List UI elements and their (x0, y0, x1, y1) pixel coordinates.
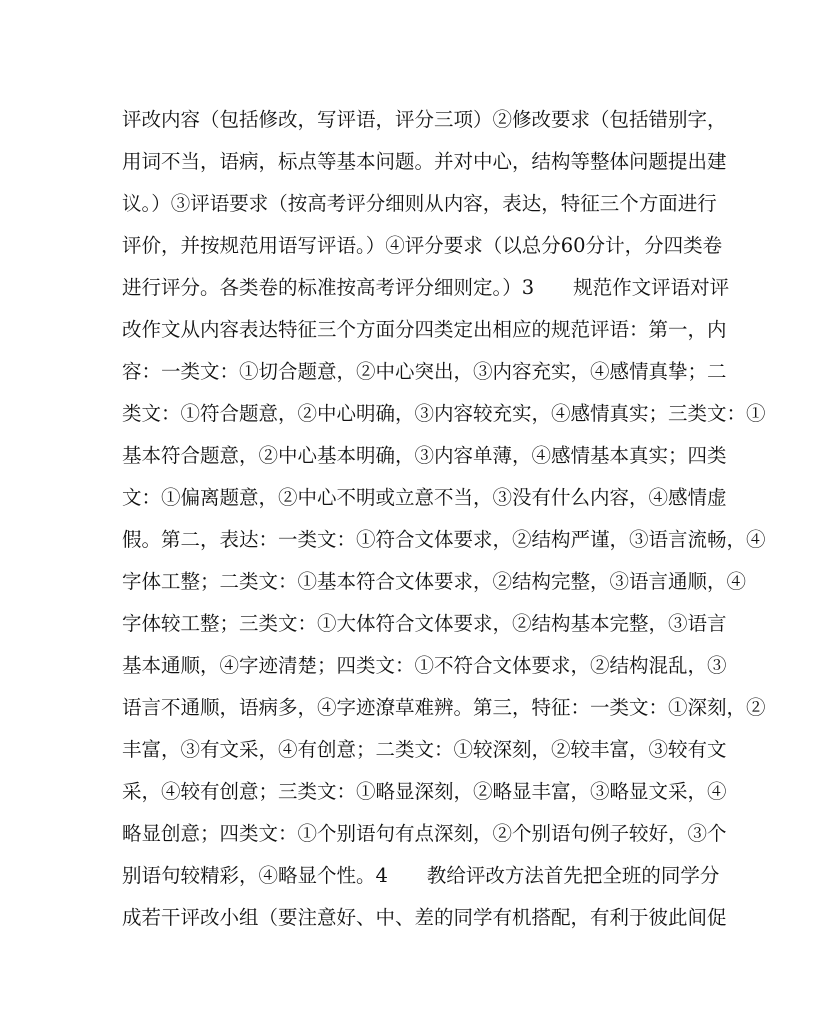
text-line: 字体较工整；三类文：①大体符合文体要求，②结构基本完整，③语言 (122, 612, 727, 635)
text-line: 别语句较精彩，④略显个性。4 教给评改方法首先把全班的同学分 (122, 864, 720, 887)
body-text (122, 102, 766, 942)
text-line: 字体工整；二类文：①基本符合文体要求，②结构完整，③语言通顺，④ (122, 570, 747, 593)
text-line: 议。）③评语要求（按高考评分细则从内容，表达，特征三个方面进行 (122, 192, 717, 215)
text-line: 丰富，③有文采，④有创意；二类文：①较深刻，②较丰富，③较有文 (122, 738, 727, 761)
text-line: 容：一类文：①切合题意，②中心突出，③内容充实，④感情真挚；二 (122, 360, 727, 383)
text-line: 语言不通顺，语病多，④字迹潦草难辨。第三，特征：一类文：①深刻，② (122, 696, 766, 719)
text-line: 评改内容（包括修改，写评语，评分三项）②修改要求（包括错别字， (122, 108, 727, 131)
text-line: 评价，并按规范用语写评语。）④评分要求（以总分60分计，分四类卷 (122, 234, 723, 257)
text-line: 基本符合题意，②中心基本明确，③内容单薄，④感情基本真实；四类 (122, 444, 727, 467)
text-line: 改作文从内容表达特征三个方面分四类定出相应的规范评语：第一，内 (122, 318, 727, 341)
text-line: 采，④较有创意；三类文：①略显深刻，②略显丰富，③略显文采，④ (122, 780, 727, 803)
text-line: 进行评分。各类卷的标准按高考评分细则定。）3 规范作文评语对评 (122, 276, 730, 299)
text-line: 用词不当，语病，标点等基本问题。并对中心，结构等整体问题提出建 (122, 150, 727, 173)
text-line: 略显创意；四类文：①个别语句有点深刻，②个别语句例子较好，③个 (122, 822, 727, 845)
text-line: 基本通顺，④字迹清楚；四类文：①不符合文体要求，②结构混乱，③ (122, 654, 727, 677)
text-line: 类文：①符合题意，②中心明确，③内容较充实，④感情真实；三类文：① (122, 402, 766, 425)
text-line: 假。第二，表达：一类文：①符合文体要求，②结构严谨，③语言流畅，④ (122, 528, 766, 551)
text-line: 文：①偏离题意，②中心不明或立意不当，③没有什么内容，④感情虚 (122, 486, 727, 509)
text-line: 成若干评改小组（要注意好、中、差的同学有机搭配，有利于彼此间促 (122, 906, 727, 929)
